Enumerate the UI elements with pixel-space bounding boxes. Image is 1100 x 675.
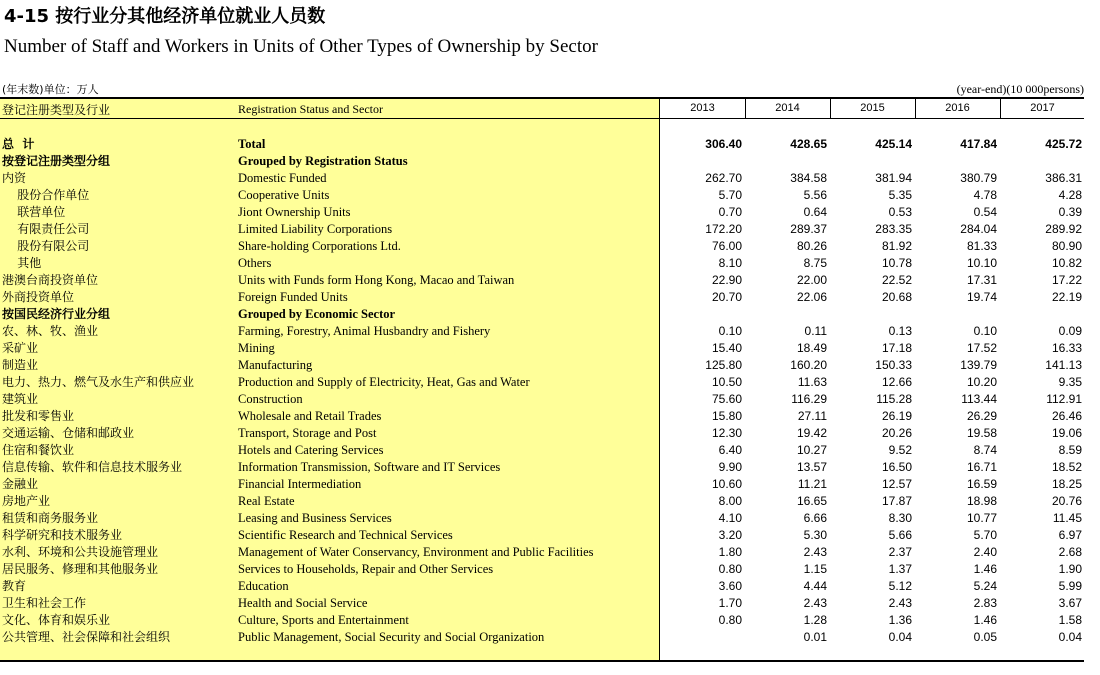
cell-2014: 13.57 [796,460,827,474]
page-title-en: Number of Staff and Workers in Units of Other Types of Ownership by Sector [4,36,598,57]
row-label-en: Limited Liability Corporations [238,222,393,236]
cell-2017: 0.04 [1058,630,1082,644]
cell-2017: 8.59 [1058,443,1082,457]
cell-2014: 116.29 [791,392,827,406]
cell-2015: 17.87 [881,494,912,508]
table-row [0,221,1084,238]
cell-2014: 10.27 [796,443,827,457]
unit-note-en: (year-end)(10 000persons) [956,82,1084,96]
cell-2014: 1.15 [803,562,827,576]
table-row [0,323,1084,340]
cell-2015: 2.43 [888,596,912,610]
table-row [0,425,1084,442]
cell-2016: 10.10 [966,256,997,270]
cell-2016: 5.70 [973,528,997,542]
table-row [0,153,1084,170]
cell-2017: 18.25 [1051,477,1082,491]
cell-2015: 5.35 [888,188,912,202]
cell-2014: 6.66 [803,511,827,525]
row-label-en: Domestic Funded [238,171,327,185]
cell-2013: 8.00 [718,494,742,508]
cell-2013: 1.70 [718,596,742,610]
cell-2013: 9.90 [718,460,742,474]
header-year-divider [830,99,831,119]
cell-2015: 425.14 [875,137,912,151]
cell-2015: 0.04 [888,630,912,644]
row-label-cn: 按国民经济行业分组 [2,307,111,321]
cell-2016: 417.84 [960,137,997,151]
cell-2013: 306.40 [705,137,742,151]
cell-2015: 8.30 [888,511,912,525]
cell-2017: 141.13 [1045,358,1082,372]
cell-2015: 0.13 [888,324,912,338]
table-row [0,629,1084,646]
cell-2015: 381.94 [875,171,912,185]
row-label-cn: 有限责任公司 [2,222,90,236]
cell-2016: 18.98 [966,494,997,508]
cell-2014: 80.26 [796,239,827,253]
cell-2013: 172.20 [705,222,742,236]
cell-2017: 0.09 [1058,324,1082,338]
cell-2013: 10.50 [711,375,742,389]
row-label-en: Total [238,137,266,151]
cell-2016: 10.20 [966,375,997,389]
row-label-en: Real Estate [238,494,295,508]
table-row [0,595,1084,612]
cell-2015: 1.36 [888,613,912,627]
header-year-divider [1000,99,1001,119]
cell-2016: 4.78 [973,188,997,202]
row-label-cn: 总 计 [2,137,35,151]
table-row [0,612,1084,629]
cell-2016: 5.24 [973,579,997,593]
row-label-en: Health and Social Service [238,596,368,610]
cell-2017: 4.28 [1058,188,1082,202]
cell-2014: 27.11 [797,409,827,423]
row-label-cn: 建筑业 [2,392,39,406]
cell-2017: 11.45 [1052,511,1082,525]
unit-note-cn: (年末数)单位：万人 [2,83,99,96]
row-label-en: Scientific Research and Technical Services [238,528,453,542]
cell-2016: 113.44 [961,392,997,406]
row-label-cn: 内资 [2,171,27,185]
table-row [0,204,1084,221]
table-row [0,408,1084,425]
row-label-cn: 信息传输、软件和信息技术服务业 [2,460,183,474]
cell-2013: 12.30 [711,426,742,440]
header-col-cn: 登记注册类型及行业 [2,103,111,117]
cell-2014: 22.00 [796,273,827,287]
cell-2014: 428.65 [790,137,827,151]
cell-2017: 18.52 [1051,460,1082,474]
row-label-cn: 金融业 [2,477,39,491]
row-label-cn: 住宿和餐饮业 [2,443,75,457]
cell-2014: 5.30 [803,528,827,542]
cell-2014: 19.42 [796,426,827,440]
row-label-en: Construction [238,392,303,406]
cell-2013: 15.80 [711,409,742,423]
row-label-en: Units with Funds form Hong Kong, Macao and Taiwan [238,273,515,287]
row-label-cn: 交通运输、仓储和邮政业 [2,426,135,440]
row-label-en: Mining [238,341,275,355]
cell-2014: 384.58 [790,171,827,185]
cell-2017: 289.92 [1045,222,1082,236]
cell-2015: 26.19 [881,409,912,423]
row-label-cn: 教育 [2,579,27,593]
row-label-cn: 股份有限公司 [2,239,90,253]
row-label-cn: 卫生和社会工作 [2,596,87,610]
row-label-cn: 采矿业 [2,341,39,355]
table-row [0,187,1084,204]
table-row [0,357,1084,374]
cell-2015: 20.26 [881,426,912,440]
row-label-cn: 批发和零售业 [2,409,75,423]
table-row [0,272,1084,289]
cell-2014: 0.11 [804,324,827,338]
cell-2016: 8.74 [973,443,997,457]
cell-2014: 8.75 [803,256,827,270]
row-label-en: Grouped by Registration Status [238,154,408,168]
cell-2016: 10.77 [966,511,997,525]
header-year-2016: 2016 [945,102,970,114]
row-label-en: Culture, Sports and Entertainment [238,613,409,627]
header-year-2017: 2017 [1030,102,1055,114]
cell-2016: 0.54 [973,205,997,219]
header-year-2015: 2015 [860,102,885,114]
cell-2014: 18.49 [796,341,827,355]
row-label-cn: 水利、环境和公共设施管理业 [2,545,159,559]
cell-2013: 1.80 [718,545,742,559]
cell-2014: 11.63 [797,375,827,389]
cell-2016: 16.71 [966,460,997,474]
header-year-divider [745,99,746,119]
row-label-en: Share-holding Corporations Ltd. [238,239,401,253]
cell-2013: 0.10 [718,324,742,338]
cell-2016: 19.58 [966,426,997,440]
row-label-en: Jiont Ownership Units [238,205,351,219]
cell-2017: 22.19 [1051,290,1082,304]
cell-2014: 16.65 [796,494,827,508]
cell-2013: 4.10 [718,511,742,525]
cell-2016: 81.33 [966,239,997,253]
cell-2017: 10.82 [1051,256,1082,270]
row-label-cn: 按登记注册类型分组 [2,154,111,168]
table-row [0,561,1084,578]
table-row [0,510,1084,527]
cell-2013: 15.40 [711,341,742,355]
cell-2016: 17.31 [966,273,997,287]
cell-2017: 26.46 [1051,409,1082,423]
cell-2014: 11.21 [797,477,827,491]
table-row [0,136,1084,153]
cell-2013: 0.80 [718,562,742,576]
cell-2017: 5.99 [1058,579,1082,593]
cell-2014: 1.28 [803,613,827,627]
row-label-en: Leasing and Business Services [238,511,392,525]
row-label-cn: 外商投资单位 [2,290,75,304]
cell-2013: 76.00 [711,239,742,253]
row-label-cn: 租赁和商务服务业 [2,511,99,525]
row-label-en: Management of Water Conservancy, Environment and Public Facilities [238,545,594,559]
cell-2017: 19.06 [1051,426,1082,440]
cell-2017: 1.58 [1058,613,1082,627]
cell-2017: 17.22 [1051,273,1082,287]
row-label-en: Transport, Storage and Post [238,426,377,440]
row-label-en: Foreign Funded Units [238,290,348,304]
cell-2015: 12.66 [881,375,912,389]
cell-2017: 20.76 [1051,494,1082,508]
cell-2015: 5.12 [888,579,912,593]
cell-2014: 4.44 [803,579,827,593]
cell-2017: 6.97 [1058,528,1082,542]
cell-2013: 20.70 [711,290,742,304]
row-label-en: Grouped by Economic Sector [238,307,396,321]
row-label-cn: 制造业 [2,358,39,372]
cell-2017: 1.90 [1058,562,1082,576]
row-label-cn: 其他 [2,256,42,270]
cell-2013: 0.70 [718,205,742,219]
data-table [0,136,1084,646]
table-bottom-rule [0,660,1084,662]
cell-2015: 115.28 [876,392,912,406]
cell-2015: 17.18 [881,341,912,355]
cell-2015: 2.37 [888,545,912,559]
cell-2015: 5.66 [888,528,912,542]
page-title-cn: 4-15 按行业分其他经济单位就业人员数 [4,6,326,27]
row-label-en: Public Management, Social Security and Social Organization [238,630,545,644]
cell-2014: 5.56 [803,188,827,202]
row-label-en: Others [238,256,272,270]
table-row [0,442,1084,459]
header-col-en: Registration Status and Sector [238,102,383,116]
table-row [0,476,1084,493]
row-label-cn: 科学研究和技术服务业 [2,528,123,542]
cell-2013: 75.60 [711,392,742,406]
cell-2016: 19.74 [966,290,997,304]
cell-2016: 0.10 [973,324,997,338]
row-label-cn: 电力、热力、燃气及水生产和供应业 [2,375,195,389]
cell-2015: 16.50 [881,460,912,474]
cell-2013: 5.70 [718,188,742,202]
cell-2015: 81.92 [881,239,912,253]
row-label-cn: 文化、体育和娱乐业 [2,613,111,627]
table-row [0,340,1084,357]
table-row [0,170,1084,187]
row-label-cn: 农、林、牧、渔业 [2,324,99,338]
row-label-en: Manufacturing [238,358,313,372]
cell-2017: 3.67 [1058,596,1082,610]
row-label-cn: 股份合作单位 [2,188,90,202]
cell-2015: 22.52 [881,273,912,287]
table-row [0,391,1084,408]
cell-2013: 125.80 [705,358,742,372]
row-label-cn: 港澳台商投资单位 [2,273,99,287]
cell-2013: 22.90 [711,273,742,287]
cell-2017: 112.91 [1046,392,1082,406]
cell-2016: 284.04 [960,222,997,236]
table-row [0,238,1084,255]
cell-2017: 16.33 [1051,341,1082,355]
row-label-en: Hotels and Catering Services [238,443,384,457]
table-row [0,578,1084,595]
cell-2016: 26.29 [966,409,997,423]
cell-2013: 3.60 [718,579,742,593]
row-label-en: Services to Households, Repair and Other Services [238,562,494,576]
cell-2016: 2.40 [973,545,997,559]
cell-2014: 160.20 [790,358,827,372]
header-bottom-rule [0,118,1084,119]
cell-2015: 20.68 [881,290,912,304]
cell-2014: 2.43 [803,596,827,610]
row-label-en: Financial Intermediation [238,477,362,491]
row-label-cn: 居民服务、修理和其他服务业 [2,562,159,576]
cell-2014: 0.01 [803,630,827,644]
header-year-2013: 2013 [690,102,715,114]
cell-2016: 1.46 [973,613,997,627]
cell-2013: 262.70 [705,171,742,185]
table-row [0,544,1084,561]
cell-2014: 2.43 [803,545,827,559]
cell-2015: 12.57 [881,477,912,491]
cell-2013: 8.10 [718,256,742,270]
cell-2017: 9.35 [1058,375,1082,389]
row-label-en: Information Transmission, Software and IT Services [238,460,501,474]
row-label-cn: 公共管理、社会保障和社会组织 [2,630,171,644]
cell-2015: 150.33 [875,358,912,372]
cell-2015: 10.78 [881,256,912,270]
table-row [0,255,1084,272]
table-row [0,374,1084,391]
table-row [0,306,1084,323]
cell-2017: 425.72 [1045,137,1082,151]
row-label-en: Farming, Forestry, Animal Husbandry and Fishery [238,324,491,338]
cell-2015: 9.52 [888,443,912,457]
cell-2016: 16.59 [966,477,997,491]
cell-2013: 0.80 [718,613,742,627]
cell-2014: 22.06 [796,290,827,304]
header-year-2014: 2014 [775,102,800,114]
cell-2016: 2.83 [973,596,997,610]
cell-2014: 0.64 [803,205,827,219]
table-row [0,493,1084,510]
cell-2017: 2.68 [1058,545,1082,559]
cell-2014: 289.37 [790,222,827,236]
cell-2015: 1.37 [888,562,912,576]
row-label-cn: 联营单位 [2,205,66,219]
table-row [0,459,1084,476]
cell-2015: 0.53 [888,205,912,219]
cell-2017: 80.90 [1051,239,1082,253]
table-top-rule [0,97,1084,99]
cell-2017: 0.39 [1058,205,1082,219]
row-label-en: Education [238,579,289,593]
cell-2017: 386.31 [1045,171,1082,185]
row-label-cn: 房地产业 [2,494,51,508]
cell-2016: 139.79 [960,358,997,372]
cell-2016: 0.05 [973,630,997,644]
table-row [0,527,1084,544]
table-row [0,289,1084,306]
row-label-en: Wholesale and Retail Trades [238,409,382,423]
cell-2016: 380.79 [960,171,997,185]
cell-2013: 10.60 [711,477,742,491]
cell-2015: 283.35 [875,222,912,236]
header-year-divider [915,99,916,119]
cell-2013: 3.20 [718,528,742,542]
row-label-en: Production and Supply of Electricity, Heat, Gas and Water [238,375,530,389]
row-label-en: Cooperative Units [238,188,330,202]
cell-2016: 17.52 [966,341,997,355]
cell-2016: 1.46 [973,562,997,576]
cell-2013: 6.40 [718,443,742,457]
